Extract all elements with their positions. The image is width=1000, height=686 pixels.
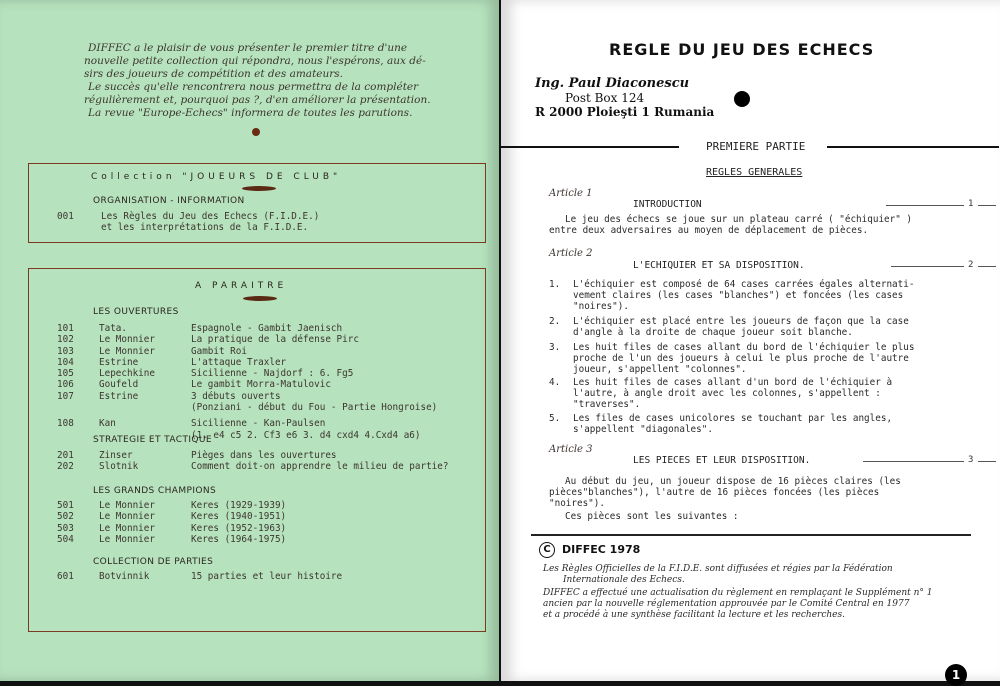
margin-rule	[978, 461, 996, 462]
paragraph-line: s'appellent "diagonales".	[573, 424, 713, 435]
intro-line: nouvelle petite collection qui répondra, nous l'espérons, aux dé-	[84, 55, 426, 67]
black-dot	[734, 91, 750, 107]
list-item: 503 Le Monnier Keres (1952-1963)	[57, 522, 287, 534]
collection-line: et les interprétations de la F.I.D.E.	[101, 222, 309, 233]
item-number: 5.	[549, 413, 561, 424]
copyright-text: DIFFEC 1978	[562, 543, 641, 556]
paragraph-line: "noires").	[573, 301, 629, 312]
article-marker: 2	[968, 260, 974, 270]
item-number: 2.	[549, 316, 561, 327]
list-item: (1. e4 c5 2. Cf3 e6 3. d4 cxd4 4.Cxd4 a6)	[191, 429, 421, 441]
paragraph-line: l'autre, à angle droit avec les colonnes, s'appellent :	[573, 388, 881, 399]
article-label: Article 1	[549, 188, 593, 199]
page-title: REGLE DU JEU DES ECHECS	[609, 40, 875, 59]
list-item: 501 Le Monnier Keres (1929-1939)	[57, 500, 287, 511]
article-marker: 1	[968, 199, 974, 209]
divider	[827, 146, 999, 148]
parties-list	[57, 571, 342, 582]
section-subtitle: REGLES GENERALES	[706, 167, 803, 178]
article-label: Article 3	[549, 444, 593, 455]
address-stamp	[535, 76, 714, 119]
margin-rule	[863, 461, 964, 462]
intro-line: Le succès qu'elle rencontrera nous permettra de la compléter	[88, 81, 419, 93]
paragraph-line: proche de l'un des joueurs à celui le plus proche de l'autre	[573, 353, 909, 364]
section-heading: LES OUVERTURES	[93, 307, 179, 317]
page-number: 1	[945, 664, 967, 686]
note-line: DIFFEC a effectué une actualisation du règlement en remplaçant le Supplément n° 1	[543, 588, 933, 598]
paragraph-line: Au début du jeu, un joueur dispose de 16 pièces claires (les	[565, 476, 901, 487]
list-item: 601 Botvinnik 15 parties et leur histoire	[57, 571, 343, 582]
collection-line: Les Règles du Jeu des Echecs (F.I.D.E.)	[101, 211, 320, 222]
champions-list	[57, 500, 286, 545]
paragraph-line: Le jeu des échecs se joue sur un plateau carré ( "échiquier" )	[565, 214, 913, 225]
ornament-swash	[242, 186, 276, 191]
a-paraitre-box	[28, 268, 486, 632]
note-line: Internationale des Echecs.	[563, 575, 685, 585]
section-heading: ORGANISATION - INFORMATION	[93, 196, 245, 206]
ouvertures-list	[57, 323, 437, 441]
collection-box	[28, 163, 486, 243]
paragraph-line: Ces pièces sont les suivantes :	[565, 511, 739, 522]
paragraph-line: Les huit files de cases allant du bord de l'échiquier le plus	[573, 342, 915, 353]
article-marker: 3	[968, 455, 974, 465]
intro-line: La revue "Europe-Echecs" informera de toutes les parutions.	[88, 107, 413, 119]
list-item: 201 Zinser Pièges dans les ouvertures	[57, 450, 337, 461]
list-item: 101 Tata. Espagnole - Gambit Jaenisch	[57, 323, 343, 334]
item-number: 4.	[549, 377, 561, 388]
list-item: 504 Le Monnier Keres (1964-1975)	[57, 533, 287, 545]
list-item: 104 Estrine L'attaque Traxler	[57, 356, 287, 368]
list-item: 102 Le Monnier La pratique de la défense Pirc	[57, 334, 359, 346]
section-heading: COLLECTION DE PARTIES	[93, 557, 214, 567]
item-number: 001	[57, 211, 74, 222]
item-number: 1.	[549, 279, 561, 290]
list-item: 105 Lepechkine Sicilienne - Najdorf : 6. Fg5	[57, 368, 354, 380]
intro-line: sirs des joueurs de compétition et des amateurs.	[84, 68, 344, 80]
margin-rule	[978, 266, 996, 267]
paragraph-line: L'échiquier est composé de 64 cases carrées égales alternati-	[573, 279, 915, 290]
list-item: 502 Le Monnier Keres (1940-1951)	[57, 511, 287, 523]
note-line: Les Règles Officielles de la F.I.D.E. sont diffusées et régies par la Fédération	[543, 564, 893, 574]
note-line: ancien par la nouvelle réglementation approuvée par le Comité Central en 1977	[543, 599, 910, 609]
paragraph-line: entre deux adversaires au moyen de déplacement de pièces.	[549, 225, 869, 236]
strategie-list	[57, 450, 448, 473]
section-heading: STRATEGIE ET TACTIQUE	[93, 435, 212, 445]
stamp-city: R 2000 Ploieşti 1 Rumania	[535, 105, 715, 119]
ornament-dot	[252, 128, 260, 136]
paragraph-line: vement claires (les cases "blanches") et foncées (les cases	[573, 290, 904, 301]
divider	[531, 534, 971, 536]
list-item: 202 Slotnik Comment doit-on apprendre le milieu de partie?	[57, 461, 449, 473]
collection-title: Collection "JOUEURS DE CLUB"	[91, 172, 342, 182]
stamp-name: Ing. Paul Diaconescu	[535, 76, 690, 91]
stamp-box: Post Box 124	[565, 91, 645, 105]
article-label: Article 2	[549, 248, 593, 259]
margin-rule	[886, 205, 964, 206]
divider	[501, 146, 679, 148]
paragraph-line: Les huit files de cases allant d'un bord de l'échiquier à	[573, 377, 893, 388]
paragraph-line: joueur, s'appellent "colonnes".	[573, 364, 747, 375]
paragraph-line: "noires").	[549, 498, 605, 509]
margin-rule	[891, 266, 964, 267]
left-page	[0, 0, 499, 681]
list-item: 103 Le Monnier Gambit Roi	[57, 345, 247, 357]
list-item: 108 Kan Sicilienne - Kan-Paulsen	[57, 418, 326, 430]
ornament-swash	[243, 296, 277, 301]
a-paraitre-title: A PARAITRE	[195, 281, 288, 291]
copyright-icon: C	[539, 542, 555, 558]
margin-rule	[978, 205, 996, 206]
part-heading: PREMIERE PARTIE	[706, 140, 806, 153]
item-number: 3.	[549, 342, 561, 353]
article-heading: L'ECHIQUIER ET SA DISPOSITION.	[633, 260, 805, 271]
article-heading: INTRODUCTION	[633, 199, 702, 210]
section-heading: LES GRANDS CHAMPIONS	[93, 486, 217, 496]
paragraph-line: pièces"blanches"), l'autre de 16 pièces foncées (les pièces	[549, 487, 880, 498]
list-item: (Ponziani - début du Fou - Partie Hongroise)	[191, 402, 438, 414]
note-line: et a procédé à une synthèse facilitant la lecture et les recherches.	[543, 610, 845, 620]
list-item: 107 Estrine 3 débuts ouverts	[57, 390, 281, 402]
paragraph-line: "traverses".	[573, 399, 641, 410]
paragraph-line: d'angle à la droite de chaque joueur soit blanche.	[573, 327, 853, 338]
paragraph-line: Les files de cases unicolores se touchant par les angles,	[573, 413, 893, 424]
right-page	[501, 0, 1000, 681]
article-heading: LES PIECES ET LEUR DISPOSITION.	[633, 455, 811, 466]
intro-line: régulièrement et, pourquoi pas ?, d'en améliorer la présentation.	[84, 94, 431, 106]
list-item: 106 Goufeld Le gambit Morra-Matulovic	[57, 379, 331, 391]
paragraph-line: L'échiquier est placé entre les joueurs de façon que la case	[573, 316, 909, 327]
intro-line: DIFFEC a le plaisir de vous présenter le premier titre d'une	[88, 42, 408, 54]
